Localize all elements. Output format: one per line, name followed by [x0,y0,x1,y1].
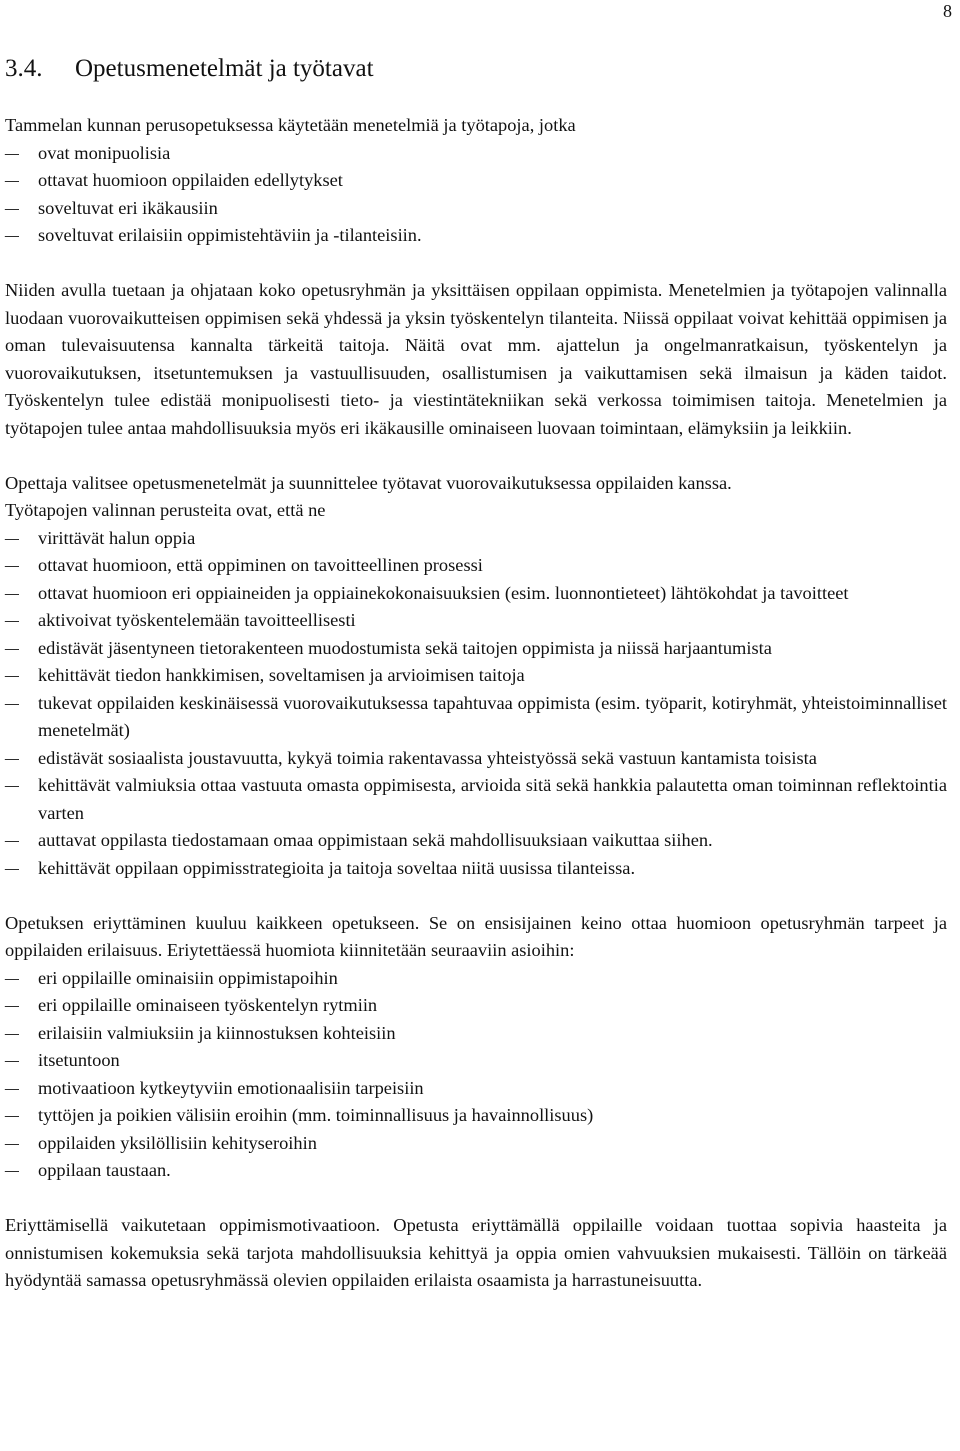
paragraph-5: Eriyttämisellä vaikutetaan oppimismotivaatioon. Opetusta eriyttämällä oppilaille voidaan tuottaa sopivia haasteita ja onnistumisen kokemuksia sekä tarjota mahdollisuuksia kehittyä ja oppia omien vahvuuksien mukaisesti. Tällöin on tärkeää hyödyntää samassa opetusryhmässä olevien oppilaiden erilaista osaamista ja harrastuneisuutta. [5,1215,947,1290]
list-item: – tukevat oppilaiden keskinäisessä vuorovaikutuksessa tapahtuvaa oppimista (esim. työparit, kotiryhmät, yhteistoiminnalliset menetelmät) [5,690,947,745]
section1-intro: Tammelan kunnan perusopetuksessa käytetään menetelmiä ja työtapoja, jotka [5,115,576,135]
section-heading [5,54,374,84]
section-title: Opetusmenetelmät ja työtavat [75,55,374,82]
page-number: 8 [943,1,952,21]
list-item: – ottavat huomioon oppilaiden edellytykset [5,167,947,195]
list-item: – tyttöjen ja poikien välisiin eroihin (mm. toiminnallisuus ja havainnollisuus) [5,1102,947,1130]
section4-list [5,965,947,1185]
list-item: – ottavat huomioon eri oppiaineiden ja oppiainekokonaisuuksien (esim. luonnontieteet) lähtökohdat ja tavoitteet [5,580,947,608]
section3-list [5,525,947,883]
section3-line1: Opettaja valitsee opetusmenetelmät ja suunnittelee työtavat vuorovaikutuksessa oppilaiden kanssa. [5,472,732,493]
section-number: 3.4. [5,55,43,82]
list-item: – kehittävät tiedon hankkimisen, soveltamisen ja arvioimisen taitoja [5,662,947,690]
list-item: – kehittävät valmiuksia ottaa vastuuta omasta oppimisesta, arvioida sitä sekä hankkia palautetta oman toiminnan reflektointia varten [5,772,947,827]
list-item: – ovat monipuolisia [5,140,947,168]
paragraph-2: Niiden avulla tuetaan ja ohjataan koko opetusryhmän ja yksittäisen oppilaan oppimista. Menetelmien ja työtapojen valinnalla luodaan vuorovaikutteisen oppimisen sekä yhdessä ja yksin työskentelyn tilanteita. Niissä oppilaat voivat kehittää oppimisen ja oman tulevaisuutensa kannalta tärkeitä taitoja. Näitä ovat mm. ajattelun ja ongelmanratkaisun, työskentelyn ja vuorovaikutuksen, itsetuntemuksen ja vastuullisuuden, osallistumisen ja vaikuttamisen sekä ilmaisun ja käden taidot. Työskentelyn tulee edistää monipuolisesti tieto- ja viestintätekniikan sekä verkossa toimimisen taitoja. Menetelmien ja työtapojen tulee antaa mahdollisuuksia myös eri ikäkausille ominaiseen luovaan toimintaan, elämyksiin ja leikkiin. [5,280,947,438]
list-item: – aktivoivat työskentelemään tavoitteellisesti [5,607,947,635]
list-item: – oppilaan taustaan. [5,1157,947,1185]
list-item: – itsetuntoon [5,1047,947,1075]
list-item: – ottavat huomioon, että oppiminen on tavoitteellinen prosessi [5,552,947,580]
list-item: – edistävät sosiaalista joustavuutta, kykyä toimia rakentavassa yhteistyössä sekä vastuun kantamista toisista [5,745,947,773]
section4-intro: Opetuksen eriyttäminen kuuluu kaikkeen opetukseen. Se on ensisijainen keino ottaa huomioon opetusryhmän tarpeet ja oppilaiden erilaisuus. Eriytettäessä huomiota kiinnitetään seuraaviin asioihin: [5,912,947,960]
section1-list [5,140,947,250]
list-item: – oppilaiden yksilöllisiin kehityseroihin [5,1130,947,1158]
list-item: – virittävät halun oppia [5,525,947,553]
list-item: – edistävät jäsentyneen tietorakenteen muodostumista sekä taitojen oppimista ja niissä harjaantumista [5,635,947,663]
list-item: – eri oppilaille ominaisiin oppimistapoihin [5,965,947,993]
document-body [5,112,947,1295]
list-item: – motivaatioon kytkeytyviin emotionaalisiin tarpeisiin [5,1075,947,1103]
list-item: – soveltuvat eri ikäkausiin [5,195,947,223]
section3-line2: Työtapojen valinnan perusteita ovat, että ne [5,500,326,520]
list-item: – eri oppilaille ominaiseen työskentelyn rytmiin [5,992,947,1020]
list-item: – auttavat oppilasta tiedostamaan omaa oppimistaan sekä mahdollisuuksiaan vaikuttaa siihen. [5,827,947,855]
list-item: – erilaisiin valmiuksiin ja kiinnostuksen kohteisiin [5,1020,947,1048]
list-item: – soveltuvat erilaisiin oppimistehtäviin ja -tilanteisiin. [5,222,947,250]
list-item: – kehittävät oppilaan oppimisstrategioita ja taitoja soveltaa niitä uusissa tilanteissa. [5,855,947,883]
